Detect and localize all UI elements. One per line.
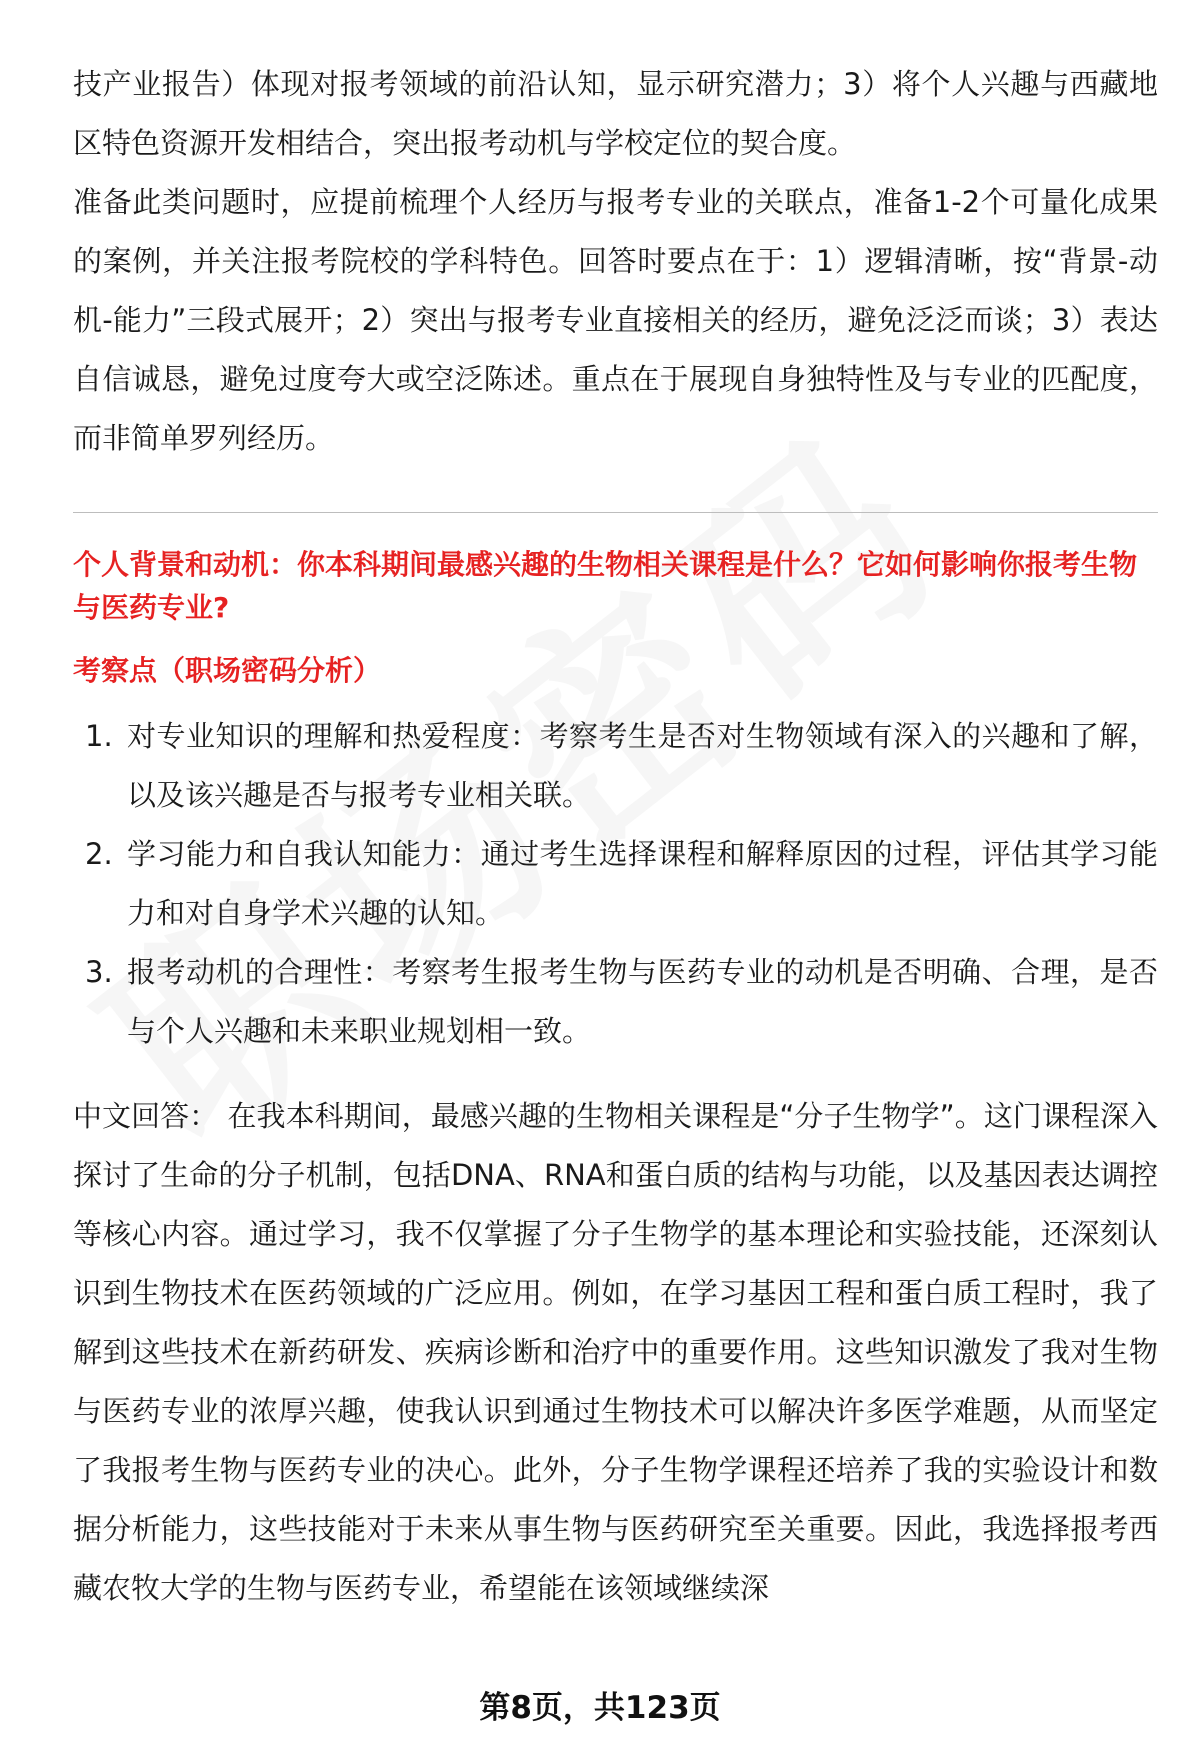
- list-item: [73, 943, 1158, 1061]
- answer-paragraph: 中文回答： 在我本科期间，最感兴趣的生物相关课程是“分子生物学”。这门课程深入探讨了生命的分子机制，包括DNA、RNA和蛋白质的结构与功能，以及基因表达调控等核心内容。通过学习，我不仅掌握了分子生物学的基本理论和实验技能，还深刻认识到生物技术在医药领域的广泛应用。例如，在学习基因工程和蛋白质工程时，我了解到这些技术在新药研发、疾病诊断和治疗中的重要作用。这些知识激发了我对生物与医药专业的浓厚兴趣，使我认识到通过生物技术可以解决许多医学难题，从而坚定了我报考生物与医药专业的决心。此外，分子生物学课程还培养了我的实验设计和数据分析能力，这些技能对于未来从事生物与医药研究至关重要。因此，我选择报考西藏农牧大学的生物与医药专业，希望能在该领域继续深: [73, 1099, 1158, 1605]
- section-title: 考察点（职场密码分析）: [73, 654, 382, 687]
- paragraph: 技产业报告）体现对报考领域的前沿认知，显示研究潜力；3）将个人兴趣与西藏地区特色资源开发相结合，突出报考动机与学校定位的契合度。: [73, 67, 1158, 160]
- paragraph: 准备此类问题时，应提前梳理个人经历与报考专业的关联点，准备1-2个可量化成果的案例，并关注报考院校的学科特色。回答时要点在于：1）逻辑清晰，按“背景-动机-能力”三段式展开；2）突出与报考专业直接相关的经历，避免泛泛而谈；3）表达自信诚恳，避免过度夸大或空泛陈述。重点在于展现自身独特性及与专业的匹配度，而非简单罗列经历。: [73, 185, 1158, 455]
- page-content: [73, 55, 1158, 1618]
- question-heading: 个人背景和动机：你本科期间最感兴趣的生物相关课程是什么？它如何影响你报考生物与医药专业?: [73, 548, 1138, 624]
- list-number: 2.: [85, 837, 113, 871]
- evaluation-points-list: [73, 707, 1158, 1061]
- list-item: [73, 825, 1158, 943]
- list-item: [73, 707, 1158, 825]
- list-item-text: 报考动机的合理性：考察考生报考生物与医药专业的动机是否明确、合理，是否与个人兴趣和未来职业规划相一致。: [127, 955, 1158, 1048]
- list-number: 3.: [85, 955, 113, 989]
- section-divider: [73, 512, 1158, 513]
- list-item-text: 对专业知识的理解和热爱程度：考察考生是否对生物领域有深入的兴趣和了解，以及该兴趣是否与报考专业相关联。: [127, 719, 1158, 812]
- page-number: 第8页，共123页: [479, 1690, 721, 1726]
- list-number: 1.: [85, 719, 113, 753]
- list-item-text: 学习能力和自我认知能力：通过考生选择课程和解释原因的过程，评估其学习能力和对自身学术兴趣的认知。: [127, 837, 1158, 930]
